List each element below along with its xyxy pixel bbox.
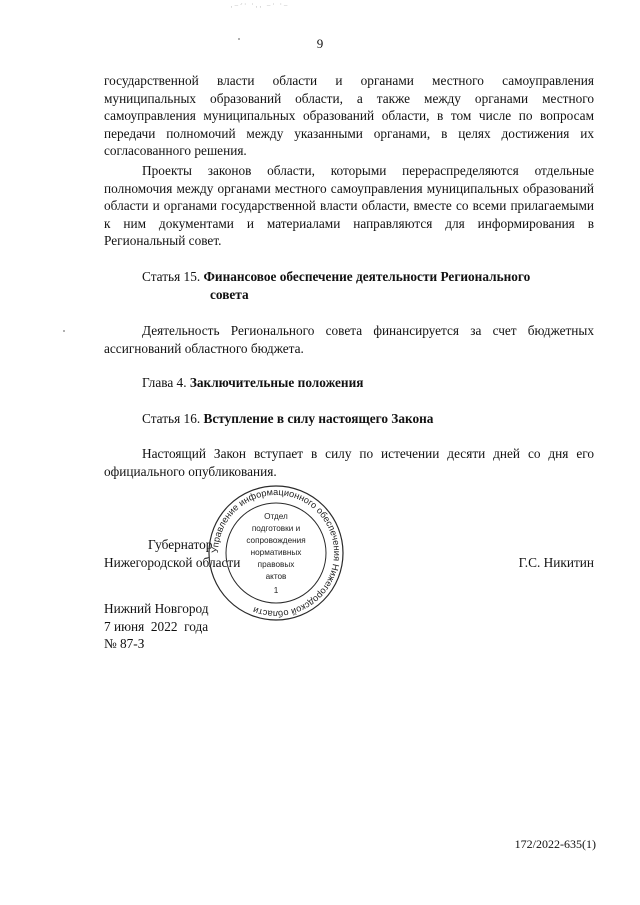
paragraph-draft-laws: Проекты законов области, которыми перераспределяются отдельные полномочия между органами местного самоуправления муниципальных образований области и органами государственной власти области, вместе со всеми прилагаемыми к ним документами и материалами направляются для информирования в Региональный совет. bbox=[104, 163, 594, 249]
stamp-line-2: подготовки и bbox=[251, 524, 301, 533]
stamp-number: 1 bbox=[273, 586, 279, 595]
article-16-body: Настоящий Закон вступает в силу по истечении десяти дней со дня его официального опубликования. bbox=[104, 446, 594, 479]
place-city: Нижний Новгород bbox=[104, 601, 209, 616]
article-16-heading bbox=[142, 410, 594, 428]
official-stamp bbox=[206, 483, 346, 623]
paragraph-continuation: государственной власти области и органами местного самоуправления муниципальных образований области, а также между органами местного самоуправления муниципальных образований области, в том числе по вопросам передачи полномочий между указанными органами, в целях достижения их согласованного решения. bbox=[104, 73, 594, 159]
place-date-block bbox=[104, 600, 209, 653]
place-number: № 87-З bbox=[104, 636, 145, 652]
article-15-title-line2: совета bbox=[210, 286, 249, 302]
page-number: 9 bbox=[316, 36, 324, 51]
stamp-line-3: сопровождения bbox=[246, 536, 306, 545]
scan-speck bbox=[238, 38, 240, 40]
signature-position-line1: Губернатор bbox=[148, 537, 213, 552]
stamp-line-4: нормативных bbox=[250, 548, 302, 557]
stamp-line-5: правовых bbox=[257, 560, 295, 569]
article-15-body: Деятельность Регионального совета финансируется за счет бюджетных ассигнований областного бюджета. bbox=[104, 323, 594, 356]
chapter-4-title: Заключительные положения bbox=[189, 375, 364, 390]
article-16-title: Вступление в силу настоящего Закона bbox=[203, 411, 434, 426]
signature-position-line2: Нижегородской области bbox=[104, 554, 241, 570]
place-date: 7 июня 2022 года bbox=[104, 618, 209, 634]
stamp-line-6: актов bbox=[265, 572, 287, 581]
stamp-line-1: Отдел bbox=[264, 512, 288, 521]
article-16-prefix: Статья 16. bbox=[142, 411, 201, 426]
scan-speck bbox=[63, 330, 65, 332]
article-15-heading bbox=[142, 268, 594, 303]
article-15-prefix: Статья 15. bbox=[142, 269, 201, 284]
chapter-4-heading bbox=[142, 374, 594, 392]
chapter-4-prefix: Глава 4. bbox=[142, 375, 187, 390]
signature-name: Г.С. Никитин bbox=[518, 554, 594, 570]
stamp-ring-text: Управление информационного обеспечения Нижегородской области bbox=[209, 486, 343, 620]
footer-document-code: 172/2022-635(1) bbox=[514, 837, 596, 851]
scan-artifact: ·⁻ˊ˙ ˙·· ⁻˙ ˙⁻ bbox=[230, 2, 289, 12]
article-15-title-line1: Финансовое обеспечение деятельности Регионального bbox=[203, 269, 531, 284]
